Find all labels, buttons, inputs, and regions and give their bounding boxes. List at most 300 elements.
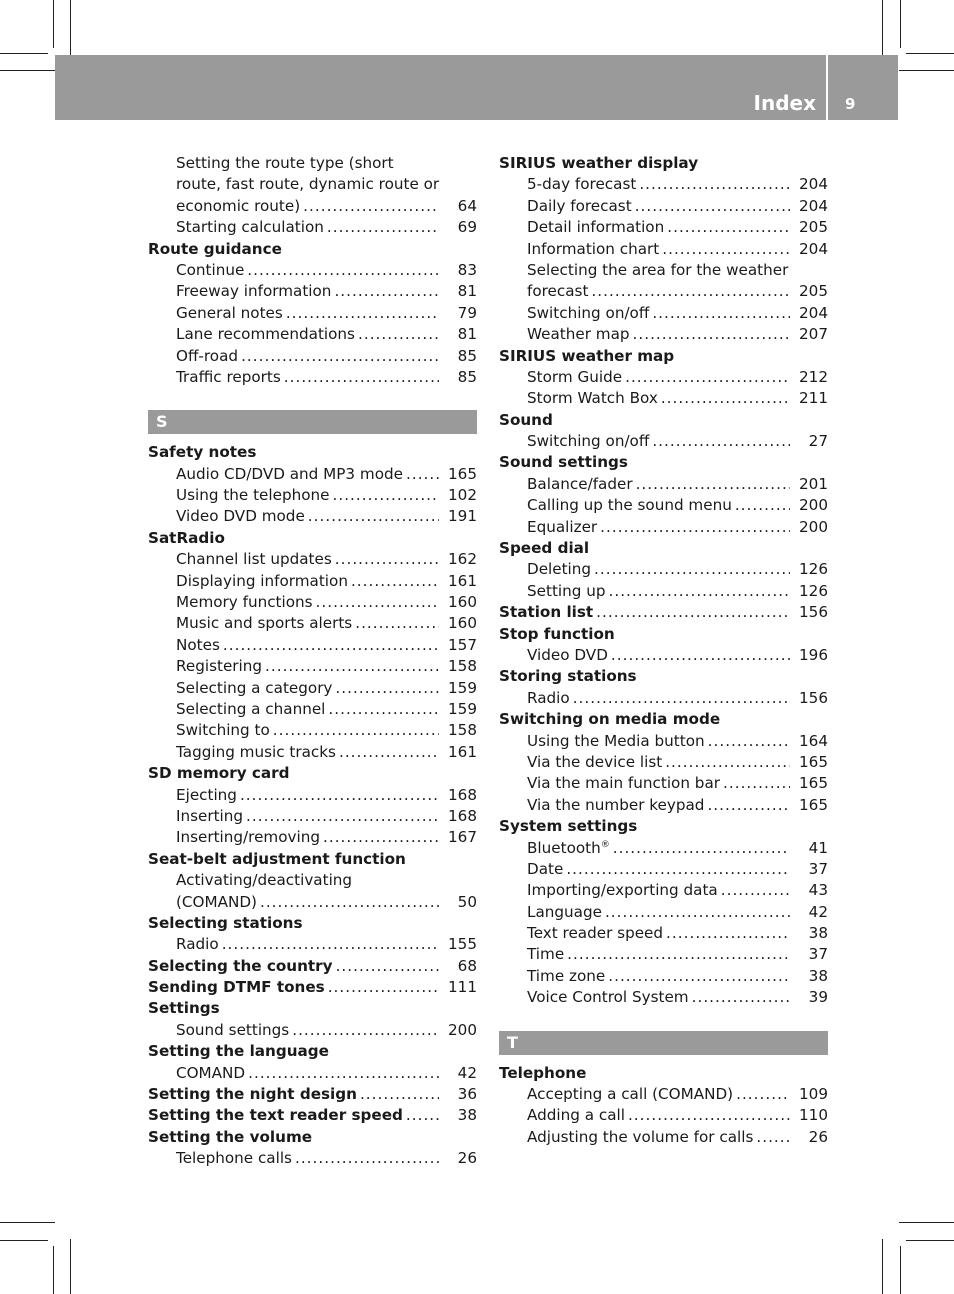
entry-label: Balance/fader bbox=[527, 474, 633, 493]
entry-label: Telephone bbox=[499, 1063, 587, 1082]
entry-text bbox=[527, 559, 591, 580]
entry-label: Deleting bbox=[527, 560, 592, 579]
entry-label: Equalizer bbox=[527, 517, 598, 536]
page-reference: 159 bbox=[448, 678, 477, 697]
entry-text bbox=[527, 581, 605, 602]
entry-label: Switching on/off bbox=[527, 432, 650, 451]
dot-leader bbox=[332, 549, 439, 570]
dot-leader bbox=[352, 613, 439, 634]
dot-leader bbox=[313, 592, 439, 613]
entry-text bbox=[527, 239, 659, 260]
index-subentry bbox=[148, 592, 477, 613]
entry-label: Traffic reports bbox=[176, 367, 281, 386]
entry-text bbox=[527, 324, 630, 345]
dot-leader bbox=[563, 859, 790, 880]
entry-text bbox=[527, 902, 602, 923]
page-reference: 27 bbox=[808, 432, 828, 451]
entry-label: Music and sports alerts bbox=[176, 614, 353, 633]
entry-text bbox=[527, 645, 608, 666]
dot-leader bbox=[281, 367, 439, 388]
page-reference: 85 bbox=[457, 346, 477, 365]
crop-mark bbox=[0, 1222, 55, 1223]
entry-label: Setting the text reader speed bbox=[148, 1106, 403, 1125]
page-reference: 200 bbox=[799, 496, 828, 515]
entry-text bbox=[176, 1148, 292, 1169]
entry-text bbox=[527, 987, 689, 1008]
dot-leader bbox=[664, 217, 790, 238]
crop-mark bbox=[70, 0, 71, 55]
entry-label: Radio bbox=[176, 935, 219, 954]
dot-leader bbox=[237, 785, 439, 806]
index-subentry bbox=[148, 678, 477, 699]
dot-leader bbox=[357, 1084, 439, 1105]
entry-text bbox=[176, 1020, 289, 1041]
dot-leader bbox=[220, 635, 439, 656]
page-reference: 158 bbox=[448, 721, 477, 740]
index-heading bbox=[499, 410, 828, 431]
entry-label: Accepting a call (COMAND) bbox=[527, 1085, 734, 1104]
index-subentry bbox=[148, 196, 477, 217]
entry-text bbox=[176, 678, 332, 699]
page-reference: 165 bbox=[799, 795, 828, 814]
page-reference: 157 bbox=[448, 635, 477, 654]
index-heading bbox=[148, 956, 477, 977]
entry-label: Video DVD mode bbox=[176, 507, 305, 526]
page-reference: 165 bbox=[448, 464, 477, 483]
entry-text bbox=[499, 154, 698, 172]
index-subentry bbox=[148, 934, 477, 955]
index-heading bbox=[148, 763, 477, 784]
dot-leader bbox=[625, 1105, 790, 1126]
page-reference: 109 bbox=[799, 1085, 828, 1104]
index-subentry bbox=[148, 506, 477, 527]
index-subentry bbox=[499, 260, 828, 281]
entry-text bbox=[176, 1063, 245, 1084]
crop-mark bbox=[899, 1222, 954, 1223]
index-heading bbox=[148, 1127, 477, 1148]
index-subentry bbox=[499, 859, 828, 880]
dot-leader bbox=[602, 902, 790, 923]
index-subentry bbox=[499, 1105, 828, 1126]
entry-label: Storm Watch Box bbox=[527, 389, 658, 408]
index-subentry bbox=[499, 966, 828, 987]
index-subentry bbox=[148, 827, 477, 848]
entry-label: Adding a call bbox=[527, 1106, 625, 1125]
page-header bbox=[55, 55, 898, 120]
dot-leader bbox=[270, 720, 439, 741]
page-reference: 204 bbox=[799, 303, 828, 322]
entry-text bbox=[527, 431, 649, 452]
dot-leader bbox=[305, 506, 439, 527]
entry-label: Via the main function bar bbox=[527, 774, 720, 793]
page-reference: 41 bbox=[808, 838, 828, 857]
entry-label: Setting the language bbox=[148, 1042, 329, 1061]
entry-label: Calling up the sound menu bbox=[527, 496, 732, 515]
entry-text bbox=[176, 785, 237, 806]
page-reference: 85 bbox=[457, 367, 477, 386]
dot-leader bbox=[720, 773, 790, 794]
entry-text bbox=[527, 281, 588, 302]
entry-text bbox=[499, 602, 593, 623]
crop-mark bbox=[70, 1239, 71, 1294]
crop-mark bbox=[0, 1240, 48, 1241]
entry-label: Displaying information bbox=[176, 571, 348, 590]
entry-label: Route guidance bbox=[148, 239, 282, 258]
entry-text bbox=[499, 347, 674, 365]
entry-label: Sound bbox=[499, 410, 553, 429]
registered-mark: ® bbox=[600, 839, 610, 850]
index-subentry bbox=[499, 645, 828, 666]
page-reference: 81 bbox=[457, 282, 477, 301]
dot-leader bbox=[262, 656, 439, 677]
index-heading bbox=[148, 998, 477, 1019]
entry-label: Telephone calls bbox=[176, 1149, 292, 1168]
dot-leader bbox=[649, 431, 790, 452]
dot-leader bbox=[630, 324, 790, 345]
page-reference: 168 bbox=[448, 806, 477, 825]
entry-text bbox=[176, 485, 329, 506]
entry-label: SD memory card bbox=[148, 764, 290, 783]
index-subentry bbox=[148, 571, 477, 592]
index-subentry bbox=[499, 987, 828, 1008]
entry-text bbox=[527, 1127, 753, 1148]
dot-leader bbox=[243, 806, 439, 827]
page-reference: 102 bbox=[448, 486, 477, 505]
dot-leader bbox=[632, 196, 790, 217]
entry-text bbox=[176, 934, 219, 955]
index-heading bbox=[148, 442, 477, 463]
entry-label: Voice Control System bbox=[527, 988, 689, 1007]
dot-leader bbox=[610, 838, 790, 859]
index-subentry bbox=[148, 870, 477, 891]
index-subentry bbox=[499, 1127, 828, 1148]
entry-text bbox=[527, 795, 704, 816]
entry-label: Registering bbox=[176, 657, 263, 676]
entry-text bbox=[176, 260, 244, 281]
dot-leader bbox=[403, 1105, 439, 1126]
index-subentry bbox=[499, 688, 828, 709]
page-reference: 200 bbox=[799, 517, 828, 536]
header-divider bbox=[826, 55, 828, 120]
entry-text bbox=[527, 944, 564, 965]
entry-text bbox=[499, 453, 628, 471]
dot-leader bbox=[257, 892, 439, 913]
dot-leader bbox=[331, 281, 439, 302]
entry-text bbox=[527, 688, 570, 709]
entry-text bbox=[499, 1064, 586, 1082]
page-reference: 204 bbox=[799, 196, 828, 215]
dot-leader bbox=[325, 699, 439, 720]
entry-label: Via the device list bbox=[527, 752, 663, 771]
entry-label: Video DVD bbox=[527, 645, 608, 664]
crop-mark bbox=[906, 1240, 954, 1241]
dot-leader bbox=[608, 645, 790, 666]
dot-leader bbox=[324, 217, 439, 238]
entry-text bbox=[527, 773, 720, 794]
entry-text bbox=[527, 859, 563, 880]
entry-text bbox=[176, 217, 324, 238]
page-reference: 43 bbox=[808, 881, 828, 900]
entry-text bbox=[527, 388, 658, 409]
page-reference: 162 bbox=[448, 550, 477, 569]
dot-leader bbox=[591, 559, 790, 580]
entry-text bbox=[148, 850, 406, 868]
crop-mark bbox=[0, 70, 55, 71]
entry-label: Setting the night design bbox=[148, 1085, 357, 1104]
page-reference: 156 bbox=[799, 603, 828, 622]
dot-leader bbox=[336, 742, 439, 763]
page-reference: 39 bbox=[808, 988, 828, 1007]
entry-label: Freeway information bbox=[176, 282, 332, 301]
entry-label: Speed dial bbox=[499, 539, 590, 558]
entry-label: Continue bbox=[176, 260, 245, 279]
dot-leader bbox=[300, 196, 439, 217]
index-subentry bbox=[499, 281, 828, 302]
entry-label: Notes bbox=[176, 635, 220, 654]
index-subentry bbox=[148, 656, 477, 677]
entry-label: 5-day forecast bbox=[527, 175, 637, 194]
entry-label: Memory functions bbox=[176, 593, 313, 612]
entry-text bbox=[148, 956, 333, 977]
dot-leader bbox=[597, 517, 790, 538]
index-subentry bbox=[148, 303, 477, 324]
dot-leader bbox=[564, 944, 790, 965]
index-heading bbox=[148, 528, 477, 549]
index-subentry bbox=[499, 1084, 828, 1105]
entry-text bbox=[176, 571, 348, 592]
index-heading bbox=[148, 913, 477, 934]
page-reference: 161 bbox=[448, 571, 477, 590]
entry-label: (COMAND) bbox=[176, 892, 257, 911]
entry-text bbox=[148, 240, 282, 258]
index-subentry bbox=[148, 1063, 477, 1084]
page-reference: 207 bbox=[799, 325, 828, 344]
page-reference: 167 bbox=[448, 828, 477, 847]
index-subentry bbox=[499, 324, 828, 345]
dot-leader bbox=[658, 388, 790, 409]
entry-text bbox=[176, 506, 305, 527]
entry-text bbox=[176, 464, 403, 485]
entry-text bbox=[148, 914, 303, 932]
page-reference: 38 bbox=[808, 966, 828, 985]
page-reference: 158 bbox=[448, 657, 477, 676]
entry-label: forecast bbox=[527, 282, 589, 301]
index-subentry bbox=[499, 474, 828, 495]
crop-mark bbox=[882, 1239, 883, 1294]
index-subentry bbox=[499, 559, 828, 580]
entry-text bbox=[176, 742, 336, 763]
index-subentry bbox=[148, 720, 477, 741]
dot-leader bbox=[732, 495, 790, 516]
dot-leader bbox=[705, 731, 790, 752]
index-subentry bbox=[499, 196, 828, 217]
index-subentry bbox=[148, 153, 477, 174]
page-reference: 160 bbox=[448, 614, 477, 633]
index-subentry bbox=[148, 785, 477, 806]
index-subentry bbox=[148, 281, 477, 302]
entry-label: Adjusting the volume for calls bbox=[527, 1127, 754, 1146]
entry-label: Setting up bbox=[527, 581, 606, 600]
dot-leader bbox=[403, 464, 439, 485]
index-subentry bbox=[148, 217, 477, 238]
entry-label: Using the telephone bbox=[176, 486, 330, 505]
entry-text bbox=[148, 977, 325, 998]
index-subentry bbox=[148, 260, 477, 281]
crop-mark bbox=[53, 0, 54, 48]
dot-leader bbox=[244, 260, 439, 281]
index-heading bbox=[499, 153, 828, 174]
index-heading bbox=[148, 1084, 477, 1105]
entry-text bbox=[499, 817, 637, 835]
entry-label: Using the Media button bbox=[527, 731, 705, 750]
entry-label: Selecting a channel bbox=[176, 699, 326, 718]
page-reference: 211 bbox=[799, 389, 828, 408]
index-subentry bbox=[499, 367, 828, 388]
entry-label: Tagging music tracks bbox=[176, 742, 336, 761]
entry-text bbox=[176, 154, 394, 172]
entry-text bbox=[499, 710, 720, 728]
entry-text bbox=[176, 613, 352, 634]
dot-leader bbox=[570, 688, 790, 709]
entry-label: Lane recommendations bbox=[176, 325, 355, 344]
entry-text bbox=[527, 474, 633, 495]
entry-text bbox=[527, 966, 605, 987]
dot-leader bbox=[320, 827, 439, 848]
dot-leader bbox=[289, 1020, 439, 1041]
page-reference: 79 bbox=[457, 303, 477, 322]
entry-label: Starting calculation bbox=[176, 218, 324, 237]
entry-label: Selecting the country bbox=[148, 956, 333, 975]
index-heading bbox=[499, 624, 828, 645]
entry-label: Inserting/removing bbox=[176, 828, 320, 847]
entry-label: route, fast route, dynamic route or bbox=[176, 175, 440, 194]
entry-text bbox=[176, 871, 352, 889]
index-subentry bbox=[499, 773, 828, 794]
dot-leader bbox=[636, 174, 790, 195]
entry-text bbox=[148, 529, 225, 547]
entry-label: Switching to bbox=[176, 721, 270, 740]
index-subentry bbox=[499, 838, 828, 859]
index-heading bbox=[499, 538, 828, 559]
dot-leader bbox=[718, 880, 790, 901]
page-reference: 200 bbox=[448, 1020, 477, 1039]
entry-label: Station list bbox=[499, 603, 594, 622]
entry-text bbox=[527, 261, 788, 279]
entry-text bbox=[527, 731, 705, 752]
entry-label: Radio bbox=[527, 688, 570, 707]
entry-text bbox=[527, 174, 636, 195]
entry-label: SIRIUS weather display bbox=[499, 154, 699, 172]
index-subentry bbox=[499, 303, 828, 324]
index-subentry bbox=[148, 367, 477, 388]
index-heading bbox=[499, 346, 828, 367]
page-reference: 160 bbox=[448, 593, 477, 612]
dot-leader bbox=[622, 367, 790, 388]
crop-mark bbox=[0, 53, 48, 54]
index-subentry bbox=[148, 324, 477, 345]
index-heading bbox=[148, 1105, 477, 1126]
entry-text bbox=[499, 667, 637, 685]
index-heading bbox=[499, 602, 828, 623]
index-subentry bbox=[499, 731, 828, 752]
index-heading bbox=[148, 1041, 477, 1062]
page-reference: 156 bbox=[799, 688, 828, 707]
entry-label: economic route) bbox=[176, 196, 301, 215]
index-subentry bbox=[148, 635, 477, 656]
index-subentry bbox=[148, 742, 477, 763]
index-subentry bbox=[148, 699, 477, 720]
dot-leader bbox=[733, 1084, 790, 1105]
entry-text bbox=[527, 196, 632, 217]
dot-leader bbox=[588, 281, 790, 302]
index-subentry bbox=[499, 795, 828, 816]
page-reference: 204 bbox=[799, 175, 828, 194]
page-reference: 205 bbox=[799, 282, 828, 301]
entry-text bbox=[176, 656, 262, 677]
index-subentry bbox=[148, 1148, 477, 1169]
dot-leader bbox=[355, 324, 439, 345]
entry-label: Safety notes bbox=[148, 443, 257, 462]
page-reference: 168 bbox=[448, 785, 477, 804]
index-column-right bbox=[499, 153, 828, 1148]
entry-label: Switching on media mode bbox=[499, 710, 721, 729]
entry-label: Sending DTMF tones bbox=[148, 978, 325, 997]
entry-text bbox=[176, 549, 332, 570]
dot-leader bbox=[245, 1063, 439, 1084]
section-letter-header: T bbox=[499, 1031, 828, 1055]
index-subentry bbox=[499, 517, 828, 538]
entry-text bbox=[527, 1084, 733, 1105]
index-subentry bbox=[499, 495, 828, 516]
entry-label: Text reader speed bbox=[527, 924, 664, 943]
page-reference: 165 bbox=[799, 752, 828, 771]
page-reference: 204 bbox=[799, 239, 828, 258]
page-reference: 155 bbox=[448, 935, 477, 954]
page-reference: 159 bbox=[448, 699, 477, 718]
entry-label: Information chart bbox=[527, 239, 660, 258]
index-subentry bbox=[148, 346, 477, 367]
page-reference: 212 bbox=[799, 367, 828, 386]
entry-label: Off-road bbox=[176, 346, 239, 365]
index-subentry bbox=[499, 944, 828, 965]
entry-label: Time zone bbox=[527, 966, 606, 985]
index-heading bbox=[148, 849, 477, 870]
dot-leader bbox=[283, 303, 439, 324]
entry-text bbox=[176, 281, 331, 302]
dot-leader bbox=[348, 571, 439, 592]
entry-text bbox=[148, 1128, 312, 1146]
page-reference: 38 bbox=[457, 1106, 477, 1125]
index-subentry bbox=[148, 464, 477, 485]
index-heading bbox=[499, 709, 828, 730]
index-heading bbox=[148, 239, 477, 260]
index-column-left bbox=[148, 153, 477, 1170]
entry-label: Stop function bbox=[499, 624, 615, 643]
index-subentry bbox=[499, 880, 828, 901]
dot-leader bbox=[663, 923, 790, 944]
page-reference: 37 bbox=[808, 945, 828, 964]
index-subentry bbox=[499, 174, 828, 195]
page-reference: 81 bbox=[457, 325, 477, 344]
entry-text bbox=[527, 217, 664, 238]
index-heading bbox=[499, 452, 828, 473]
index-heading bbox=[499, 816, 828, 837]
crop-mark bbox=[899, 70, 954, 71]
page-reference: 196 bbox=[799, 645, 828, 664]
entry-text bbox=[499, 411, 553, 429]
page-reference: 37 bbox=[808, 859, 828, 878]
entry-label: System settings bbox=[499, 817, 638, 836]
